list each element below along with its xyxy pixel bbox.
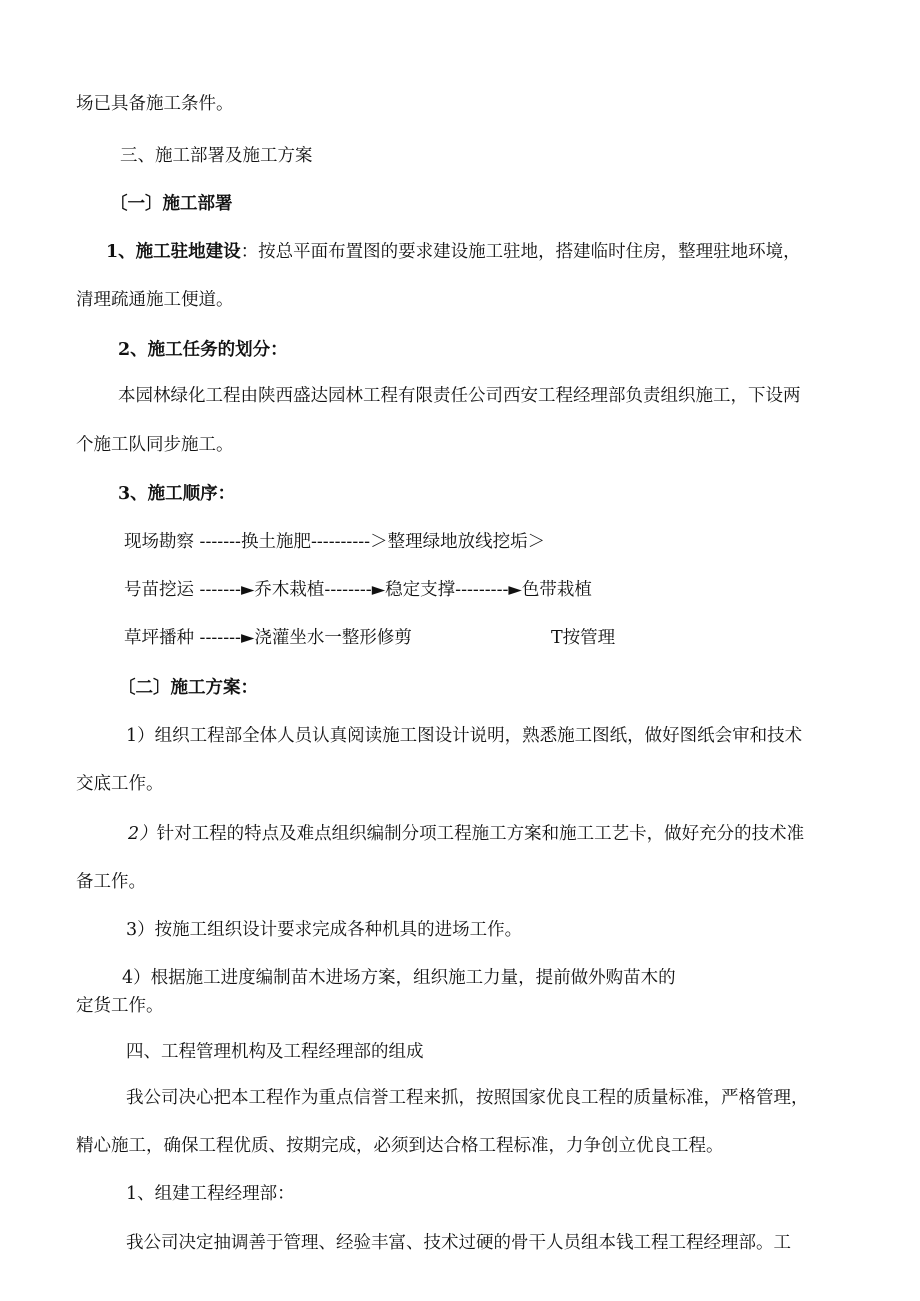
section-heading: 四、工程管理机构及工程经理部的组成	[126, 1042, 424, 1062]
subsection-heading: 〔二〕施工方案：	[118, 678, 258, 698]
flow-line: 现场勘察 -------换土施肥----------＞整理绿地放线挖垢＞	[124, 532, 546, 552]
item-text: 针对工程的特点及难点组织编制分项工程施工方案和施工工艺卡，做好充分的技术准	[156, 824, 805, 844]
list-item	[106, 240, 801, 264]
list-item	[128, 822, 804, 846]
paragraph-text: 1、组建工程经理部：	[126, 1184, 295, 1204]
item-label: 1、施工驻地建设	[106, 242, 241, 262]
list-item-heading: 3、施工顺序：	[118, 484, 236, 504]
list-item-heading: 2、施工任务的划分：	[118, 340, 288, 360]
paragraph-text: 个施工队同步施工。	[76, 435, 234, 455]
list-item: 3）按施工组织设计要求完成各种机具的进场工作。	[126, 920, 523, 940]
section-heading: 三、施工部署及施工方案	[120, 146, 313, 166]
paragraph-text: 备工作。	[76, 872, 146, 892]
paragraph-text: 我公司决定抽调善于管理、经验丰富、技术过硬的骨干人员组本钱工程工程经理部。工	[126, 1233, 791, 1253]
paragraph-text: 清理疏通施工便道。	[76, 290, 234, 310]
flow-line: 号苗挖运 -------►乔木栽植--------►稳定支撑---------►色带栽植	[124, 580, 592, 600]
item-number: 2）	[128, 824, 157, 844]
paragraph-text: 定货工作。	[76, 996, 164, 1016]
list-item: 4）根据施工进度编制苗木进场方案，组织施工力量，提前做外购苗木的	[122, 968, 676, 988]
paragraph-text: 本园林绿化工程由陕西盛达园林工程有限责任公司西安工程经理部负责组织施工，下设两	[118, 386, 801, 406]
paragraph-text: 精心施工，确保工程优质、按期完成，必须到达合格工程标准，力争创立优良工程。	[76, 1136, 724, 1156]
paragraph-text: 场已具备施工条件。	[76, 94, 234, 114]
paragraph-text: 我公司决心把本工程作为重点信誉工程来抓，按照国家优良工程的质量标准，严格管理，	[126, 1088, 809, 1108]
paragraph-text: 交底工作。	[76, 774, 164, 794]
flow-line-tail: T按管理	[551, 628, 616, 648]
subsection-heading: 〔一〕施工部署	[110, 194, 233, 214]
list-item: 1）组织工程部全体人员认真阅读施工图设计说明，熟悉施工图纸，做好图纸会审和技术	[126, 726, 803, 746]
flow-line: 草坪播种 -------►浇灌坐水一整形修剪	[124, 628, 412, 648]
item-text: ：按总平面布置图的要求建设施工驻地，搭建临时住房，整理驻地环境，	[240, 242, 801, 262]
